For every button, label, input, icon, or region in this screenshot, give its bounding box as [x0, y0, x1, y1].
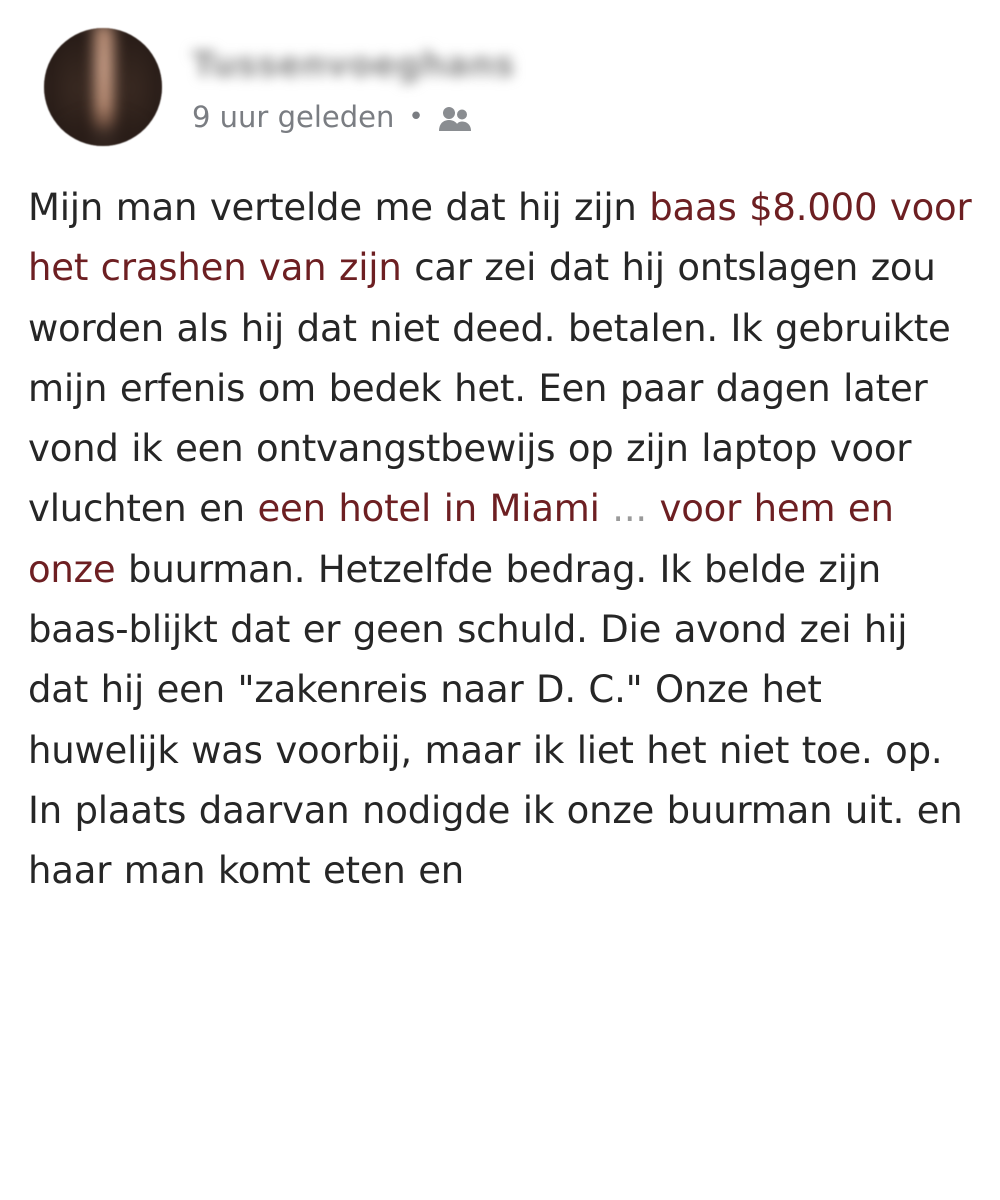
- post-header-text: [192, 22, 622, 134]
- post-text-segment: car zei dat hij ontslagen zou worden als hij dat niet deed. betalen. Ik gebruikte mijn erfenis om bedek het. Een paar dagen later vond ik een ontvangstbewijs op zijn laptop voor vluchten en: [28, 246, 951, 531]
- post-text-segment: Mijn man vertelde me dat hij zijn: [28, 186, 650, 229]
- avatar-shadow: [44, 110, 162, 146]
- post-text-highlight: voor hem en onze: [28, 487, 894, 591]
- post-text-segment: buurman. Hetzelfde bedrag. Ik belde zijn baas-blijkt dat er geen schuld. Die avond zei hij dat hij een "zakenreis naar D. C." Onze het huwelijk was voorbij, maar ik liet het niet toe. op. In plaats daarvan nodigde ik onze buurman uit. en haar man komt eten en: [28, 547, 963, 893]
- friends-icon[interactable]: [438, 105, 472, 133]
- post-text-ellipsis: ...: [612, 487, 660, 531]
- post-meta: [192, 100, 622, 134]
- avatar[interactable]: [44, 28, 162, 146]
- post-text-highlight: baas $8.000 voor het crashen van zijn: [28, 186, 972, 290]
- bottom-fade: [0, 1170, 1000, 1200]
- author-name[interactable]: Tussenvoeghans: [192, 45, 515, 85]
- post-body: [28, 178, 972, 902]
- post-timestamp[interactable]: 9 uur geleden: [192, 100, 395, 134]
- post-header: [28, 22, 972, 152]
- meta-separator: •: [408, 102, 424, 132]
- post-text-highlight: een hotel in Miami: [257, 487, 613, 531]
